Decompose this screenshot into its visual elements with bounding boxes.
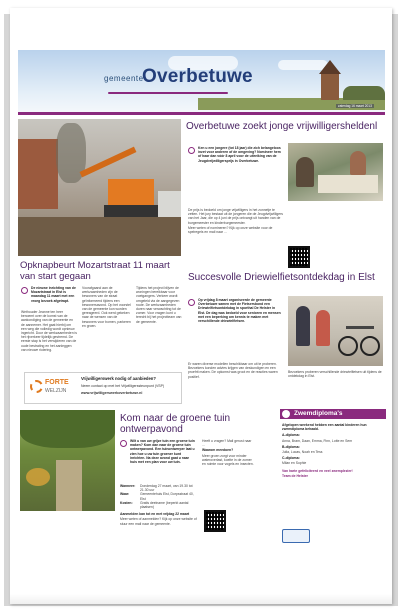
forte-ad-headline: Vrijwilligerswerk nodig of aanbieden?	[81, 376, 156, 381]
youth-photo-table	[318, 175, 378, 193]
forte-ad-link[interactable]: www.vrijwilligerswerkoverbetuwe.nl	[81, 391, 143, 395]
mozart-col-3: Tijdens het project blijven de woningen bereikbaar voor voetgangers. Verkeer wordt omgeleid via de aangegeven route. De werkzaamheden duren naar verwachting tot de zomer. Voor vragen kunt u terecht bij het projectteam van de gemeente.	[136, 286, 182, 324]
bike-photo-person-2	[316, 310, 330, 346]
mozart-col-2: Voorafgaand aan de werkzaamheden zijn de bewoners van de straat geïnformeerd tijdens een bewonersavond. Op het voorstel van de gemeente kon worden gereageerd. Ook werd gekeken naar de wensen van de bewoners voor bomen, parkeren en groen.	[82, 286, 131, 328]
youth-body	[188, 208, 284, 235]
garden-where-label: Waar:	[120, 492, 130, 497]
church-tower	[321, 72, 339, 100]
forte-ad[interactable]	[24, 372, 182, 404]
garden-side	[202, 439, 254, 467]
bike-heading: Succesvolle Driewielfietsontdekdag in Elst	[188, 272, 375, 283]
youth-body-paragraph-1: De prijs is bedoeld om jonge vrijwilligers in het zonnetje te zetten. Het jury bestaat uit de jongeren die de Jeugdvrijwilligers van het Jaar, die op 4 juni de prijs ontvangt uit handen van de burgemeester en kinderburgemeester.	[188, 208, 283, 225]
garden-photo-path	[56, 460, 82, 511]
garden-cost-value: Gratis deelname (beperkt aantal plaatsen)	[140, 500, 189, 510]
masthead	[18, 50, 385, 112]
mozart-intro: De nieuwe inrichting van de Mozartstraat in Elst is maandag 11 maart met een vroeg bezoek afgetrapt.	[31, 286, 76, 303]
garden-where-value: Gemeentehuis Elst, Dorpsstraat 40, Elst	[140, 492, 194, 501]
garden-when-row	[120, 484, 198, 492]
brand-title: Overbetuwe	[142, 66, 253, 87]
church-spire	[319, 60, 341, 74]
bike-photo-wheel-1	[338, 336, 358, 356]
youth-bullet-icon	[188, 147, 195, 154]
forte-logo-bottom: WELZIJN	[45, 388, 67, 394]
garden-signup-body: Meer weten of aanmelden? Kijk op onze website of stuur een mail naar de gemeente.	[120, 517, 197, 526]
garden-bullet-icon	[120, 440, 127, 447]
zwem-b-names: Julia, Lucas, Noah en Tess	[282, 450, 323, 455]
zwem-icon	[282, 410, 290, 418]
youth-heading: Overbetuwe zoekt jonge vrijwilligersheldenl	[186, 121, 378, 132]
garden-when-label: Wanneer:	[120, 484, 136, 488]
zwem-a-names: Anna, Bram, Daan, Emma, Finn, Lotte en Sem	[282, 438, 353, 443]
zwem-c-names: Milan en Sophie	[282, 461, 307, 466]
masthead-rule	[18, 112, 385, 115]
zwem-logo	[282, 529, 310, 543]
youth-qr-code	[288, 246, 310, 268]
bike-body: Er waren diverse modellen beschikbaar om uit te proberen. Bezoekers konden advies krijgen van deskundigen en een proefrit maken. De opkomst was groot en de reacties waren positief.	[188, 362, 278, 379]
brand-prefix: gemeente	[104, 74, 144, 83]
garden-side-2: Meer groen zorgt voor minder wateroverlast, koelte in de zomer en ruimte voor vogels en insecten.	[202, 453, 254, 467]
zwem-b-label: B-diploma:	[282, 444, 300, 449]
bike-photo-wheel-2	[360, 336, 380, 356]
youth-photo-person-2	[350, 151, 366, 175]
mozart-bullet-icon	[21, 287, 28, 294]
forte-logo-icon	[30, 380, 43, 393]
mozart-col-1: Wethouder Jeanne ten heer benoemt over de komst van de aankondiging van de gemeente en de aannemer. Het gaat hierbij om een weg die volledig wordt opnieuw ingericht. Door de werkzaamheden is het rijverkeer tijdelijk gestremd. De eerste stap is het verwijderen van de oude bestrating en het aanleggen van nieuwe riolering.	[21, 310, 77, 352]
garden-intro: Wilt u van uw grijze tuin een groene tuin maken? Kom dan naar de groene tuin ontwerpavond. Een tuinontwerper laat u zien hoe u uw tuin groener kunt inrichten. Na deze avond gaat u naar huis met een plan voor uw tuin.	[130, 439, 195, 465]
youth-body-paragraph-2: Meer weten of nomineren? Kijk op onze website voor de spelregels en mail naar ...	[188, 225, 273, 235]
bike-photo-person-1	[296, 306, 310, 346]
forte-ad-line-2: Neem contact op met het Vrijwilligerssteunpunt (VSP)	[81, 384, 165, 388]
mozart-heading: Opknapbeurt Mozartstraat 11 maart van start gegaan	[20, 260, 170, 282]
bike-bullet-icon	[188, 299, 195, 306]
garden-side-1: Heeft u vragen? Mail gerust naar ...	[202, 439, 252, 448]
brand-swoosh	[108, 92, 228, 94]
garden-when-value: Donderdag 27 maart, van 19.30 tot 21.30 uur	[140, 484, 193, 493]
garden-side-question: Waarom meedoen?	[202, 448, 234, 453]
zwem-body	[282, 423, 384, 479]
newspaper-page	[10, 8, 392, 604]
zwem-title: Zwemdiploma's	[294, 410, 343, 417]
bike-caption: Bezoekers proberen verschillende driewielfietsen uit tijdens de ontdekdag in Elst.	[288, 370, 382, 379]
garden-details	[120, 484, 198, 527]
forte-logo-top: FORTE	[45, 379, 69, 386]
zwem-closing: Van harte gefeliciteerd en veel zwemplezier!	[282, 468, 353, 473]
zwem-a-label: A-diploma:	[282, 433, 300, 438]
mozart-photo-truck	[158, 191, 181, 217]
mozart-photo	[18, 119, 181, 256]
youth-intro: Ken u een jongere (tot 18 jaar) die zich belangeloos inzet voor anderen of de omgeving? Nomineer hem of haar dan vóór 8 april voor de uitreiking van de Jeugdvrijwilligersprijs in Overbetuwe.	[198, 146, 281, 163]
bike-photo-frame	[346, 326, 374, 329]
mozart-photo-excavator-track	[104, 205, 160, 217]
youth-photo	[288, 143, 383, 201]
tree-line	[343, 86, 385, 100]
youth-photo-person	[296, 157, 314, 187]
bike-intro: Op vrijdag 8 maart organiseerde de gemeente Overbetuwe samen met de Fietsersbond een Driewielfietsontdekdag in sporthal De Helster in Elst. De dag was bedoeld voor senioren en mensen met een beperking om kennis te maken met verschillende driewielfietsen.	[198, 298, 281, 324]
garden-cost-label: Kosten:	[120, 500, 133, 505]
garden-cost-row	[120, 501, 198, 509]
issue-date: zaterdag 16 maart 2013	[338, 104, 372, 108]
mozart-photo-houses	[18, 139, 58, 209]
zwem-box	[258, 409, 386, 569]
garden-heading: Kom naar de groene tuin ontwerpavond	[120, 413, 231, 435]
mozart-photo-excavator-body	[108, 179, 154, 207]
bike-photo	[288, 296, 383, 366]
garden-where-row	[120, 492, 198, 500]
garden-signup: Aanmelden kan tot en met vrijdag 22 maart	[120, 512, 190, 517]
mozart-photo-ground	[18, 217, 181, 256]
mozart-photo-excavator-arm	[80, 147, 137, 178]
zwem-c-label: C-diploma:	[282, 456, 300, 461]
garden-photo-flowers	[26, 468, 50, 486]
garden-qr-code	[204, 510, 226, 532]
garden-photo	[20, 410, 115, 511]
page-fold	[10, 594, 392, 604]
zwem-intro: Afgelopen weekend hebben een aantal kinderen hun zwemdiploma behaald.	[282, 423, 367, 432]
garden-photo-shrubs	[20, 410, 115, 448]
zwem-team: Team de Helster	[282, 473, 308, 478]
